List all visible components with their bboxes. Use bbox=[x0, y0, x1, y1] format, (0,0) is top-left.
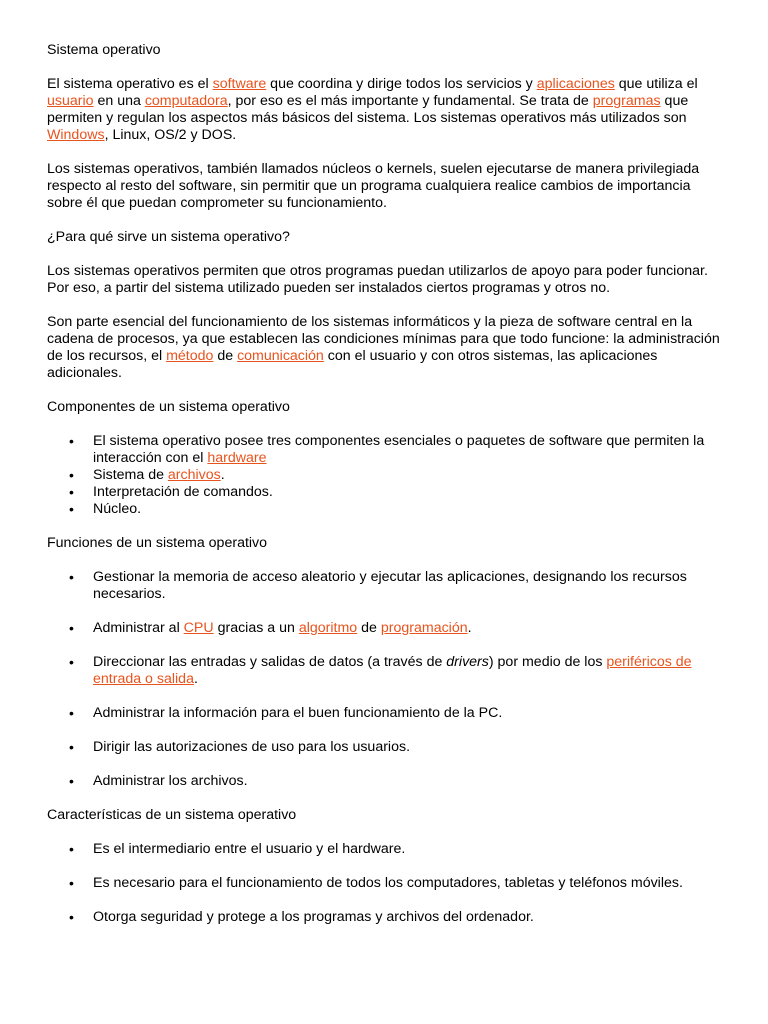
list-item: • Otorga seguridad y protege a los programas y archivos del ordenador. bbox=[93, 909, 728, 926]
list-item: • Administrar la información para el buen funcionamiento de la PC. bbox=[93, 705, 728, 722]
list-item: • Direccionar las entradas y salidas de datos (a través de drivers) por medio de los periféricos de entrada o salida. bbox=[93, 654, 728, 688]
kernels-paragraph: Los sistemas operativos, también llamados núcleos o kernels, suelen ejecutarse de manera privilegiada respecto al resto del software, sin permitir que un programa cualquiera realice cambios de importancia sobre él que puedan comprometer su funcionamiento. bbox=[47, 161, 700, 211]
list-item: • Sistema de archivos. bbox=[93, 467, 728, 484]
purpose-paragraph: Los sistemas operativos permiten que otros programas puedan utilizarlos de apoyo para poder funcionar. Por eso, a partir del sistema utilizado pueden ser instalados ciertos programas y otros no. bbox=[47, 263, 708, 296]
componentes-heading: Componentes de un sistema operativo bbox=[47, 399, 290, 415]
link-programas[interactable]: programas bbox=[592, 93, 661, 109]
link-usuario[interactable]: usuario bbox=[47, 93, 94, 109]
list-item: • Es necesario para el funcionamiento de todos los computadores, tabletas y teléfonos móviles. bbox=[93, 875, 728, 892]
funciones-heading: Funciones de un sistema operativo bbox=[47, 535, 268, 551]
link-algoritmo[interactable]: algoritmo bbox=[298, 620, 358, 636]
link-comunicacion[interactable]: comunicación bbox=[237, 348, 324, 364]
document-title: Sistema operativo bbox=[47, 42, 161, 58]
caracteristicas-heading: Características de un sistema operativo bbox=[47, 807, 297, 823]
link-hardware[interactable]: hardware bbox=[207, 450, 267, 466]
link-software[interactable]: software bbox=[212, 76, 267, 92]
list-item: • Núcleo. bbox=[93, 501, 728, 518]
link-computadora[interactable]: computadora bbox=[144, 93, 228, 109]
drivers-emphasis: drivers bbox=[446, 654, 489, 670]
caracteristicas-list bbox=[47, 841, 728, 926]
link-windows[interactable]: Windows bbox=[47, 127, 105, 143]
link-programacion[interactable]: programación bbox=[380, 620, 468, 636]
componentes-list bbox=[47, 433, 728, 518]
list-item: • Administrar al CPU gracias a un algoritmo de programación. bbox=[93, 620, 728, 637]
link-cpu[interactable]: CPU bbox=[183, 620, 214, 636]
link-perifericos[interactable]: periféricos de entrada o salida bbox=[93, 654, 692, 687]
question-heading: ¿Para qué sirve un sistema operativo? bbox=[47, 229, 290, 245]
list-item: • Dirigir las autorizaciones de uso para los usuarios. bbox=[93, 739, 728, 756]
list-item: • Administrar los archivos. bbox=[93, 773, 728, 790]
list-item: • Gestionar la memoria de acceso aleatorio y ejecutar las aplicaciones, designando los recursos necesarios. bbox=[93, 569, 728, 603]
list-item: • El sistema operativo posee tres componentes esenciales o paquetes de software que permiten la interacción con el hardware bbox=[93, 433, 728, 467]
link-metodo[interactable]: método bbox=[166, 348, 214, 364]
link-aplicaciones[interactable]: aplicaciones bbox=[536, 76, 615, 92]
list-item: • Interpretación de comandos. bbox=[93, 484, 728, 501]
link-archivos[interactable]: archivos bbox=[167, 467, 221, 483]
intro-paragraph: El sistema operativo es el software que coordina y dirige todos los servicios y aplicaciones que utiliza el usuario en una computadora, por eso es el más importante y fundamental. Se trata de programas que permiten y regulan los aspectos más básicos del sistema. Los sistemas operativos más utilizados son Windows, Linux, OS/2 y DOS. bbox=[47, 76, 698, 143]
essential-paragraph: Son parte esencial del funcionamiento de los sistemas informáticos y la pieza de software central en la cadena de procesos, ya que establecen las condiciones mínimas para que todo funcione: la administración de los recursos, el método de comunicación con el usuario y con otros sistemas, las aplicaciones adicionales. bbox=[47, 314, 720, 381]
funciones-list bbox=[47, 569, 728, 790]
list-item: • Es el intermediario entre el usuario y el hardware. bbox=[93, 841, 728, 858]
